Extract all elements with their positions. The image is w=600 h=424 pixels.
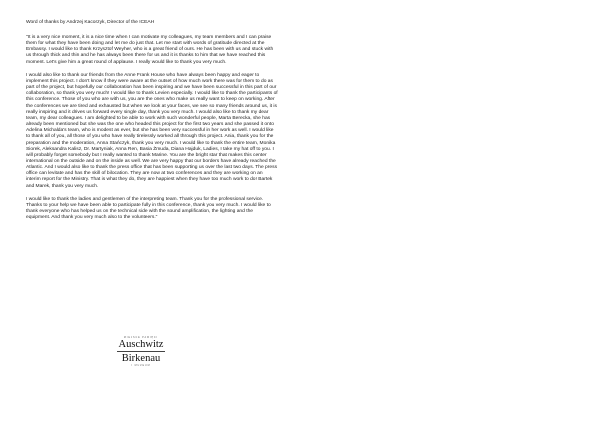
logo-tagline-bottom: I MUZEUM [131,364,151,367]
paragraph-3: I would like to thank the ladies and gentlemen of the interpreting team. Thank you for the professional service. Thanks to your help we have been able to participate fully in this conference, thank you very much. I would like to thank everyone who has helped us on the technical side with the sound amplification, the lighting and the equipment. And thank you very much also to the volunteers." [26,196,271,221]
auschwitz-birkenau-logo [113,336,169,380]
paragraph-2: I would also like to thank our friends from the Anne Frank House who have always been happy and eager to implement this project. I don't know if they were aware at the outset of how much work there was for them to do as part of the project, but hopefully our collaboration has been inspiring and we have been successful in this part of our collaboration, so thank you very much! I would like to thank Levien especially. I would like to thank the participants of this conference. Those of you who are with us, you are the ones who make us really want to keep on working. After the conferences we are tired and exhausted but when we look at your faces, we see so many friends around us, it is really inspiring and it drives us forward every single day, thank you very much. I would also like to thank my dear team, my dear colleagues. I am delighted to be able to work with such wonderful people, Marta Berecka, she has already been mentioned but she was the one who headed this project for the first two years and she passed it onto Adelina Michalda's team, who is modest as ever, but she has been very successful in her work as well. I would like to thank all of you, all those of you who have really tirelessly worked all through this project. Ania, thank you for the preparation and the moderation, Anna Stańczyk, thank you very much. I would like to thank the entire team, Monika Siorek, Aleksandra Kalisz, Dr. Martyniak, Anna Ren, Basia Żmuda, Diana Hajduk, Ladies, I take my hat off to you. I will probably forget somebody but I really wanted to thank Marine. You are the bright star that makes this center international on the outside and on the inside as well. We are very happy that our borders have already reached the Atlantic. And I would also like to thank the press office that has been supporting us over the last two days. The press office can levitate and has the skill of bilocation. They are now at two conferences and they are working on an interim report for the Ministry. That is what they do, they are happiest when they have too much work to do! Bartek and Marek, thank you very much. [26,72,278,189]
logo-word-auschwitz: Auschwitz [118,339,164,350]
logo-word-birkenau: Birkenau [121,353,161,364]
paragraph-1: "It is a very nice moment, it is a nice time when I can motivate my colleagues, my team members and I can praise them for what they have been doing and let me do just that. Let me start with words of gratitude directed at the Embassy. I would like to thank Krzysztof Weyher, who is a great friend of ours. He has been with us and stuck with us through thick and thin and he has always been there for us and it is thanks to him that we have reached this moment. Let's give him a great round of applause. I really would like to thank you very much. [26,35,274,65]
logo-tagline-top: MIEJSCE PAMIĘCI [123,336,159,339]
document-body [26,35,278,228]
logo-divider [117,351,165,352]
document-title: Word of thanks by Andrzej Kacorzyk, Director of the ICEAH [26,20,155,25]
